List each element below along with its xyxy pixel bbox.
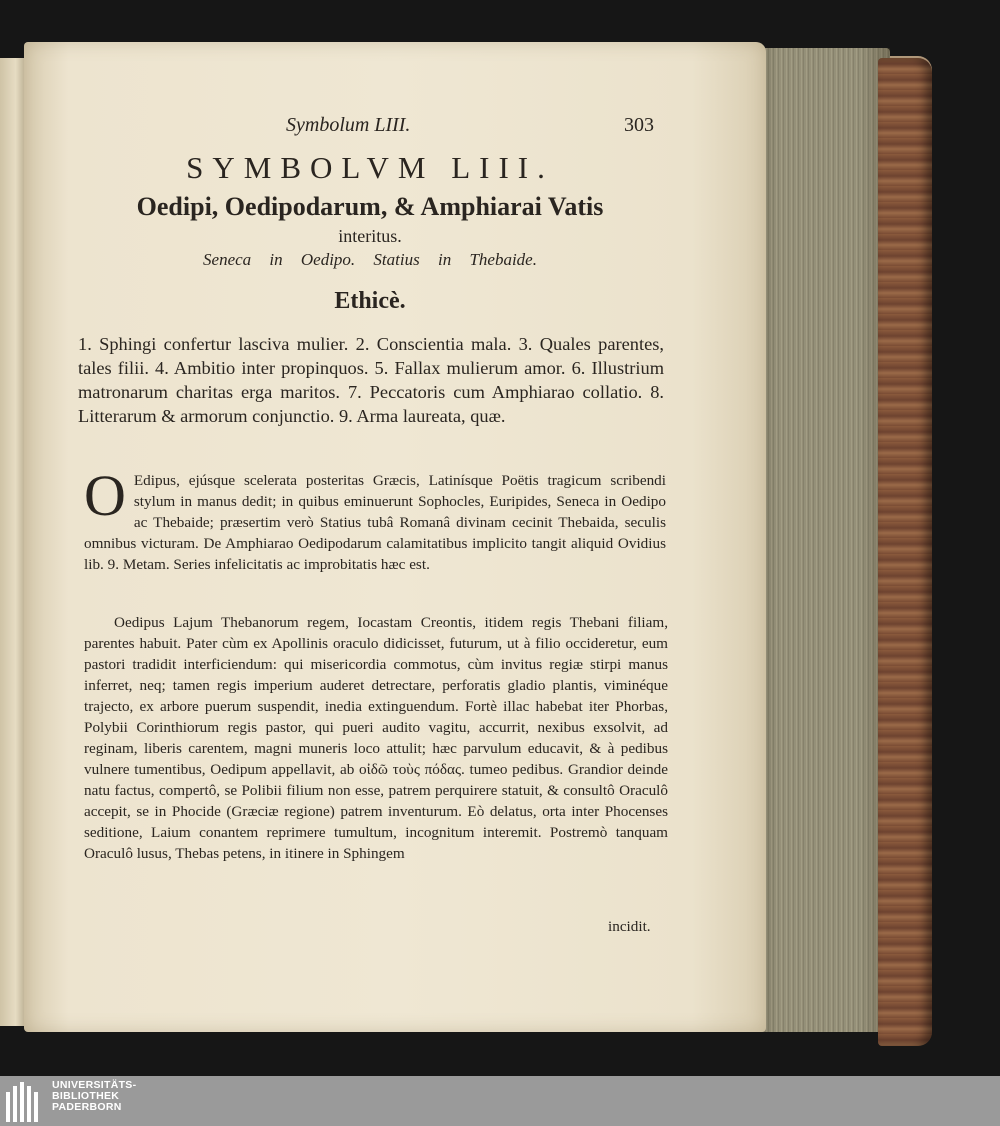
symbol-title: SYMBOLVM LIII. bbox=[186, 150, 554, 185]
section-heading: Ethicè. bbox=[334, 288, 406, 314]
symbol-subtitle-continued: interitus. bbox=[338, 226, 402, 246]
library-logo-text bbox=[52, 1080, 136, 1113]
left-page-edge bbox=[0, 58, 26, 1026]
source-references: Seneca in Oedipo. Statius in Thebaide. bbox=[203, 250, 537, 269]
ethical-summary: 1. Sphingi confertur lasciva mulier. 2. Conscientia mala. 3. Quales parentes, tales filii. 4. Ambitio inter propinquos. 5. Fallax mulierum amor. 6. Illustrium matronarum charitas erga maritos. 7. Peccatoris cum Amphiarao collatio. 8. Litterarum & armorum conjunctio. 9. Arma laureata, quæ. bbox=[78, 334, 664, 426]
library-logo-icon bbox=[4, 1082, 48, 1122]
paragraph-1 bbox=[84, 463, 666, 575]
running-head: Symbolum LIII. bbox=[286, 114, 411, 136]
paragraph-1-text: Edipus, ejúsque scelerata posteritas Græcis, Latinísque Poëtis tragicum scribendi stylum in manus dedit; in quibus eminuerunt Sophocles, Euripides, Seneca in Oedipo ac Thebaide; præsertim verò Statius tubâ Romanâ divinam cecinit Thebaida, seculis omnibus victuram. De Amphiarao Oedipodarum calamitatibus implicito tangit aliquid Ovidius lib. 9. Metam. Series infelicitatis ac improbitatis hæc est. bbox=[84, 472, 666, 573]
paragraph-2: Oedipus Lajum Thebanorum regem, Iocastam Creontis, itidem regis Thebani filiam, parentes habuit. Pater cùm ex Apollinis oraculo didicisset, futurum, ut à filio occideretur, eum pastori tradidit interficiendum: qui misericordia commotus, cùm invitus regiæ stirpi manus inferret, neq; tamen regis imperium auderet detrectare, perforatis gladio plantis, viminéque trajecto, ex arbore puerum suspendit, inedia extinguendum. Fortè illac habebat iter Phorbas, Polybii Corinthiorum regis pastor, qui pueri audito vagitu, accurrit, nexibus exsolvit, ad reginam, liberis carentem, magni muneris loco attulit; hæc parvulum educavit, & à pedibus vulnere tumentibus, Oedipum appellavit, ab οἰδῶ τοὺς πόδας. tumeo pedibus. Grandior deinde natu factus, compertô, se Polibii filium non esse, patrem perquirere statuit, & consultô Oraculô accepit, se in Phocide (Græciæ regione) patrem inventurum. Eò delatus, orta inter Phocenses seditione, Laium conantem reprimere tumultum, incognitum interemit. Postremò tanquam Oraculô lusus, Thebas petens, in itinere in Sphingem bbox=[84, 614, 668, 862]
drop-cap-initial: O bbox=[84, 463, 126, 528]
logo-line-1: UNIVERSITÄTS- bbox=[52, 1079, 137, 1091]
catchword: incidit. bbox=[608, 918, 651, 935]
page-number: 303 bbox=[624, 114, 654, 136]
book-cover-spine bbox=[878, 58, 932, 1046]
library-footer-bar bbox=[0, 1076, 1000, 1126]
symbol-subtitle: Oedipi, Oedipodarum, & Amphiarai Vatis bbox=[136, 192, 604, 221]
logo-line-3: PADERBORN bbox=[52, 1101, 122, 1113]
logo-line-2: BIBLIOTHEK bbox=[52, 1090, 120, 1102]
